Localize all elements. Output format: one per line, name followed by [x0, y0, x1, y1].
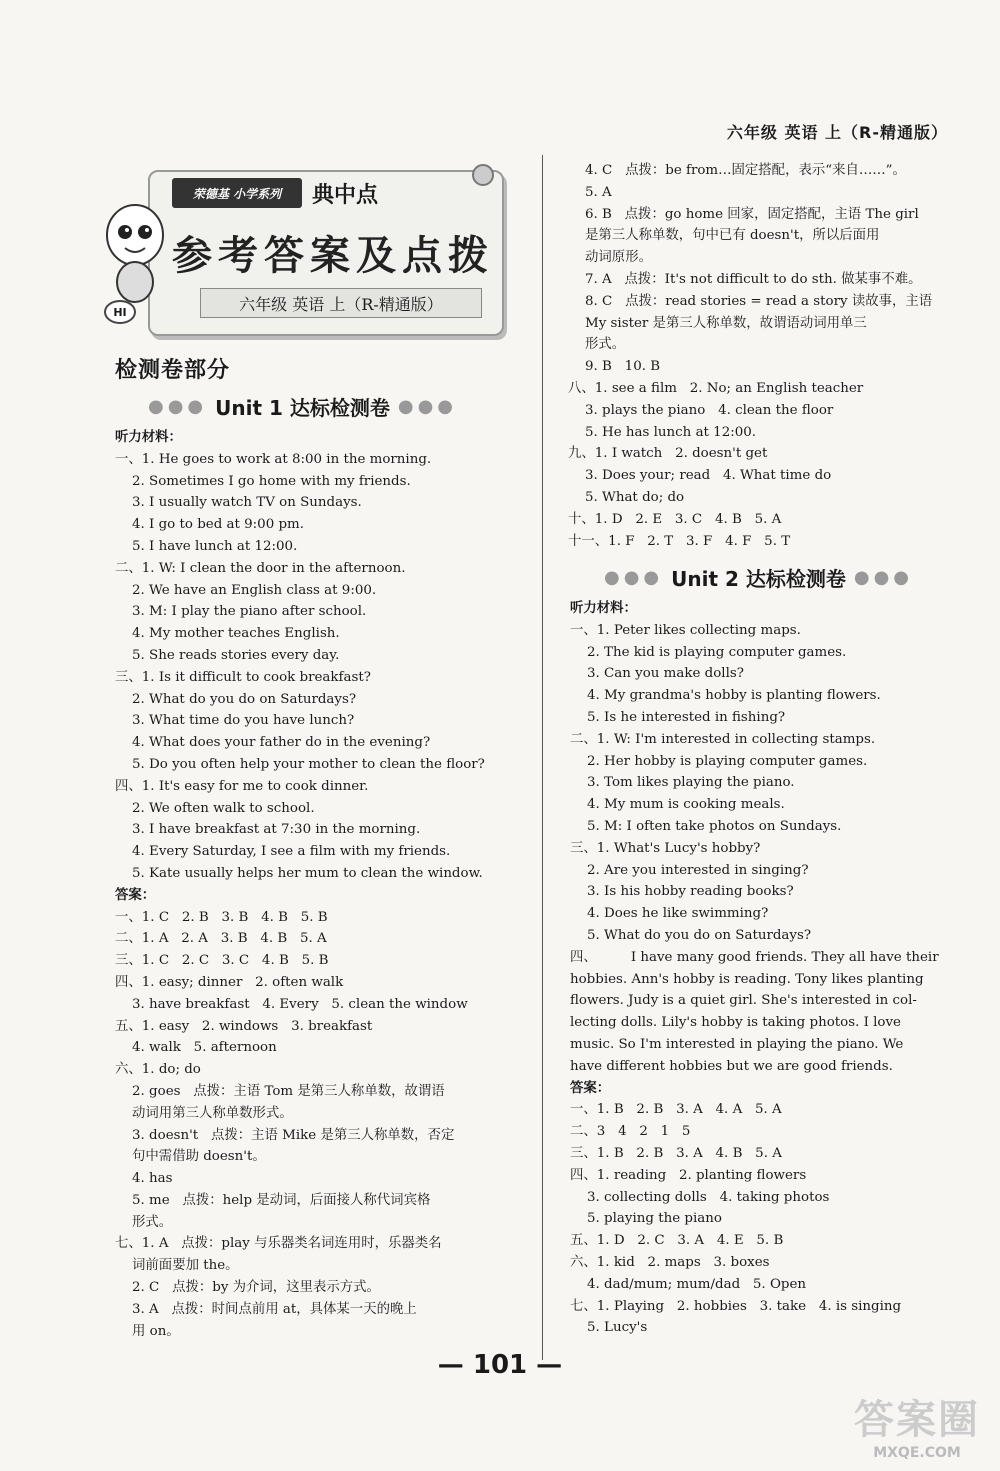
unit2-title-text: Unit 2 达标检测卷 [671, 567, 846, 591]
answer-line: 2. What do you do on Saturdays? [115, 691, 357, 707]
answer-line: 8. C 点拨：read stories = read a story 读故事，主语 [568, 293, 933, 309]
page-header: 六年级 英语 上（R-精通版） [726, 123, 948, 142]
watermark-url: MXQE.COM [873, 1445, 961, 1461]
answer-line: 4. dad/mum; mum/dad 5. Open [570, 1276, 807, 1292]
answer-line: 3. Is his hobby reading books? [570, 884, 794, 900]
answer-line: 3. plays the piano 4. clean the floor [568, 402, 834, 418]
answer-line: 3. I usually watch TV on Sundays. [115, 495, 362, 511]
answer-line: 十、1. D 2. E 3. C 4. B 5. A [568, 511, 782, 527]
answer-line: 2. Are you interested in singing? [570, 862, 809, 878]
answer-line: 3. I have breakfast at 7:30 in the morning. [115, 822, 421, 838]
answer-line: 5. He has lunch at 12:00. [568, 424, 757, 440]
answer-line: 一、1. C 2. B 3. B 4. B 5. B [115, 909, 328, 925]
dian-zhong-dian-logo: 典中点 [312, 183, 379, 208]
answer-line: 是第三人称单数，句中已有 doesn't，所以后面用 [568, 228, 880, 244]
answer-line: 4. My mother teaches English. [115, 626, 340, 642]
dots-icon: ●●● [148, 396, 208, 417]
answer-line: 4. C 点拨：be from…固定搭配，表示“来自……”。 [568, 163, 906, 178]
page-number: — 101 — [437, 1350, 563, 1380]
answer-line: music. So I'm interested in playing the piano. We [570, 1036, 904, 1052]
answer-line: 十一、1. F 2. T 3. F 4. F 5. T [568, 533, 791, 549]
banner-subtitle: 六年级 英语 上（R-精通版） [200, 288, 482, 318]
answer-line: 4. Does he like swimming? [570, 906, 769, 922]
answer-line: 3. doesn't 点拨：主语 Mike 是第三人称单数，否定 [115, 1127, 455, 1143]
mascot-icon [100, 200, 170, 310]
answer-line: 5. Do you often help your mother to clean the floor? [115, 756, 485, 772]
answer-line: 2. Sometimes I go home with my friends. [115, 473, 411, 489]
answer-line: 4. I go to bed at 9:00 pm. [115, 517, 304, 533]
answer-line: 7. A 点拨：It's not difficult to do sth. 做某事不难。 [568, 271, 922, 287]
answer-line: 二、1. A 2. A 3. B 4. B 5. A [115, 931, 327, 947]
answer-line: 9. B 10. B [568, 359, 661, 375]
answer-line: 六、1. kid 2. maps 3. boxes [570, 1254, 770, 1270]
answer-line: 五、1. D 2. C 3. A 4. E 5. B [570, 1233, 784, 1249]
unit1-title [148, 392, 457, 421]
answer-line: 四、1. easy; dinner 2. often walk [115, 974, 344, 990]
answer-line: 5. M: I often take photos on Sundays. [570, 818, 842, 834]
answer-line: 2. goes 点拨：主语 Tom 是第三人称单数，故谓语 [115, 1083, 445, 1099]
answer-line: 四、1. reading 2. planting flowers [570, 1167, 807, 1183]
answer-line: 动词用第三人称单数形式。 [115, 1105, 293, 1121]
answer-line: 七、1. A 点拨：play 与乐器类名词连用时，乐器类名 [115, 1236, 442, 1252]
answer-line: 一、1. Peter likes collecting maps. [570, 622, 801, 638]
dots-icon: ●●● [397, 396, 457, 417]
answer-line: 四、1. It's easy for me to cook dinner. [115, 778, 369, 794]
dots-icon: ●●● [853, 567, 913, 588]
answer-line: 答案： [115, 887, 156, 903]
answer-line: 5. Is he interested in fishing? [570, 709, 786, 725]
answer-line: 3. What time do you have lunch? [115, 713, 355, 729]
answer-line: 六、1. do; do [115, 1062, 201, 1078]
dots-icon: ●●● [604, 567, 664, 588]
answer-line: 五、1. easy 2. windows 3. breakfast [115, 1018, 373, 1034]
hi-badge: HI [104, 300, 136, 324]
answer-line: 3. M: I play the piano after school. [115, 604, 367, 620]
answer-line: 2. Her hobby is playing computer games. [570, 753, 868, 769]
answer-line: 三、1. What's Lucy's hobby? [570, 840, 761, 856]
answer-line: 三、1. Is it difficult to cook breakfast? [115, 669, 371, 685]
answer-line: 5. What do you do on Saturdays? [570, 927, 812, 943]
answer-line: 3. Does your; read 4. What time do [568, 468, 832, 484]
answer-line: 动词原形。 [568, 250, 652, 266]
answer-line: 5. What do; do [568, 489, 685, 505]
answer-line: 4. My mum is cooking meals. [570, 797, 785, 813]
answer-line: 5. Lucy's [570, 1320, 648, 1336]
answer-line: 4. Every Saturday, I see a film with my friends. [115, 844, 451, 860]
pushpin-icon [472, 164, 494, 186]
answer-line: 二、3 4 2 1 5 [570, 1124, 691, 1140]
section-title: 检测卷部分 [115, 358, 231, 383]
answer-line: 听力材料： [570, 601, 637, 616]
answer-line: 3. collecting dolls 4. taking photos [570, 1189, 830, 1205]
answer-line: 2. We often walk to school. [115, 800, 315, 816]
banner-title: 参考答案及点拨 [172, 233, 494, 279]
answer-line: 4. What does your father do in the evening? [115, 735, 431, 751]
answer-line: 七、1. Playing 2. hobbies 3. take 4. is singing [570, 1298, 902, 1314]
answer-line: 5. She reads stories every day. [115, 647, 340, 663]
answer-line: 3. Can you make dolls? [570, 666, 744, 682]
answer-line: 形式。 [115, 1214, 173, 1230]
answer-line: 词前面要加 the。 [115, 1258, 239, 1274]
answer-line: 3. Tom likes playing the piano. [570, 775, 795, 791]
right-column-top [568, 160, 968, 552]
answer-line: hobbies. Ann's hobby is reading. Tony likes planting [570, 971, 924, 987]
answer-line: 用 on。 [115, 1323, 180, 1339]
watermark-logo: 答案圈 [854, 1397, 980, 1443]
answer-line: 5. I have lunch at 12:00. [115, 538, 298, 554]
right-column-bottom [570, 598, 970, 1339]
answer-line: 3. have breakfast 4. Every 5. clean the window [115, 996, 468, 1012]
answer-line: 5. playing the piano [570, 1211, 722, 1227]
column-divider [542, 155, 543, 1360]
unit1-title-text: Unit 1 达标检测卷 [215, 396, 390, 420]
answer-line: 2. The kid is playing computer games. [570, 644, 847, 660]
answer-line: 九、1. I watch 2. doesn't get [568, 446, 768, 462]
answer-line: 二、1. W: I'm interested in collecting stamps. [570, 731, 876, 747]
answer-line: 三、1. B 2. B 3. A 4. B 5. A [570, 1145, 782, 1161]
answer-line: have different hobbies but we are good friends. [570, 1058, 893, 1074]
answer-line: 5. Kate usually helps her mum to clean the window. [115, 865, 483, 881]
answer-line: flowers. Judy is a quiet girl. She's interested in col- [570, 993, 917, 1009]
answer-line: 一、1. He goes to work at 8:00 in the morning. [115, 451, 432, 467]
answer-line: 4. My grandma's hobby is planting flowers. [570, 688, 881, 704]
left-column [115, 427, 535, 1342]
unit2-title [604, 563, 913, 592]
answer-line: 听力材料： [115, 430, 182, 445]
answer-line: 四、 I have many good friends. They all have their [570, 949, 939, 965]
answer-line: 4. walk 5. afternoon [115, 1040, 277, 1056]
answer-line: 一、1. B 2. B 3. A 4. A 5. A [570, 1102, 782, 1118]
answer-line: 三、1. C 2. C 3. C 4. B 5. B [115, 953, 329, 969]
answer-line: 答案： [570, 1080, 611, 1096]
answer-line: 八、1. see a film 2. No; an English teacher [568, 380, 864, 396]
answer-line: My sister 是第三人称单数，故谓语动词用单三 [568, 315, 867, 331]
answer-line: 形式。 [568, 337, 626, 353]
watermark [854, 1388, 980, 1461]
answer-line: 4. has [115, 1171, 173, 1187]
answer-line: lecting dolls. Lily's hobby is taking photos. I love [570, 1015, 901, 1031]
answer-line: 二、1. W: I clean the door in the afternoon. [115, 560, 406, 576]
answer-line: 3. A 点拨：时间点前用 at，具体某一天的晚上 [115, 1301, 417, 1317]
series-logo: 荣德基 小学系列 [172, 178, 302, 208]
answer-line: 5. A [568, 184, 612, 200]
answer-line: 2. We have an English class at 9:00. [115, 582, 377, 598]
answer-line: 5. me 点拨：help 是动词，后面接人称代词宾格 [115, 1192, 431, 1208]
answer-banner [100, 160, 510, 340]
answer-line: 句中需借助 doesn't。 [115, 1149, 266, 1165]
answer-line: 2. C 点拨：by 为介词，这里表示方式。 [115, 1280, 380, 1296]
answer-line: 6. B 点拨：go home 回家，固定搭配，主语 The girl [568, 206, 919, 222]
